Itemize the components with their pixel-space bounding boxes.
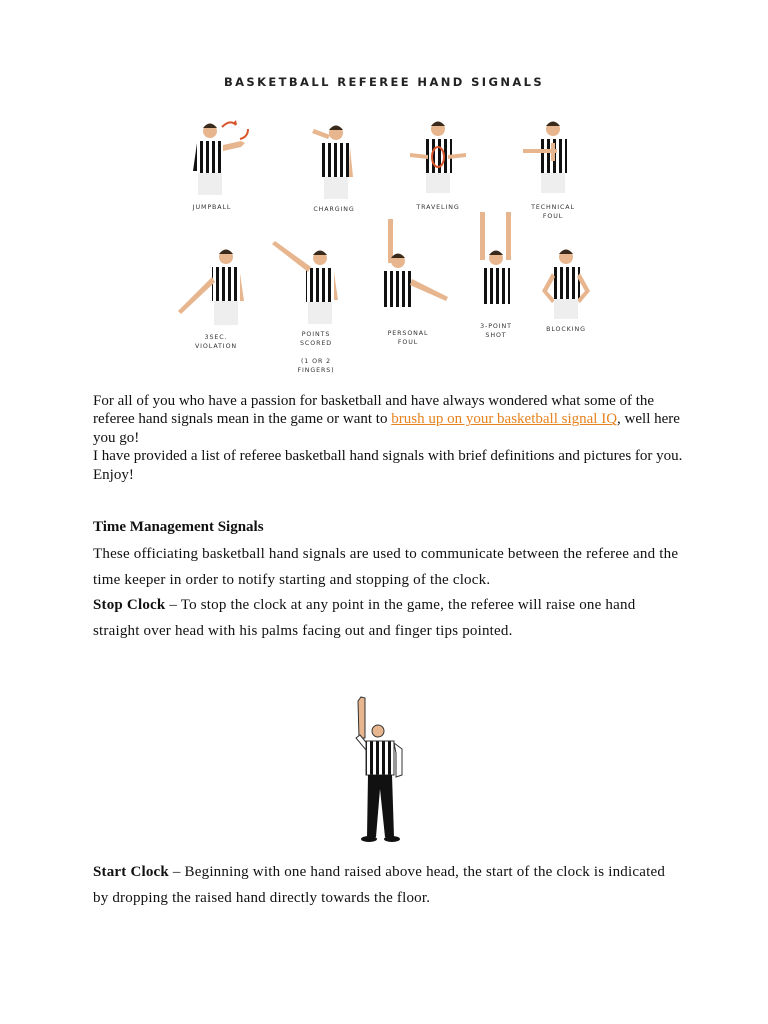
signal-label: TRAVELING [416,204,460,211]
signal-label: TECHNICAL FOUL [531,204,575,220]
signal-jumpball [164,113,260,212]
signal-personal-foul [360,215,456,347]
stop-clock-illustration [340,695,420,852]
referee-traveling-figure [390,113,486,201]
intro-text-2: I have provided a list of referee basketball hand signals with brief definitions and pictures for you. Enjoy! [93,448,683,483]
stop-clock-text: – To stop the clock at any point in the game, the referee will raise one hand straight over head with his palms facing out and finger tips pointed. [93,597,636,640]
signal-technical-foul [505,113,601,221]
signal-label: 3SEC. VIOLATION [194,334,238,350]
referee-charging-figure [286,115,382,203]
intro-text-tail: , well here you go! [93,411,680,446]
referee-jumpball-figure [164,113,260,201]
referee-blocking-figure [518,243,614,323]
intro-text: For all of you who have a passion for basketball and have always wondered what some of the referee hand signals mean in the game or want to [93,393,655,428]
signal-label: JUMPBALL [192,204,232,211]
intro-paragraph [93,392,693,484]
referee-personal-foul-figure [360,215,456,327]
signal-label: POINTS SCORED (1 OR 2 FINGERS) [297,331,335,374]
signals-image-title: BASKETBALL REFEREE HAND SIGNALS [223,75,545,89]
referee-technical-foul-figure [505,113,601,201]
signal-label: CHARGING [313,206,355,213]
start-clock-text: – Beginning with one hand raised above head, the start of the clock is indicated by dropping the raised hand directly towards the floor. [93,864,666,906]
signal-iq-link[interactable]: brush up on your basketball signal IQ [391,411,618,428]
start-clock-section [93,860,683,911]
referee-3sec-violation-figure [168,243,264,331]
start-clock-term: Start Clock [93,864,169,880]
stop-clock-paragraph [93,593,683,644]
section-description: These officiating basketball hand signals are used to communicate between the referee and the time keeper in order to notify starting and stopping of the clock. [93,546,679,588]
stop-clock-term: Stop Clock [93,597,166,614]
signal-traveling [390,113,486,212]
signal-3sec-violation [168,243,264,351]
signal-label: PERSONAL FOUL [387,330,429,346]
signal-blocking [518,243,614,334]
signal-points-scored [268,240,364,375]
section-heading: Time Management Signals [93,519,264,535]
start-clock-paragraph [93,860,683,911]
section-body [93,542,683,645]
signal-label: 3-POINT SHOT [480,323,512,339]
signal-charging [286,115,382,214]
signal-label: BLOCKING [546,326,586,333]
referee-points-scored-figure [268,240,364,328]
